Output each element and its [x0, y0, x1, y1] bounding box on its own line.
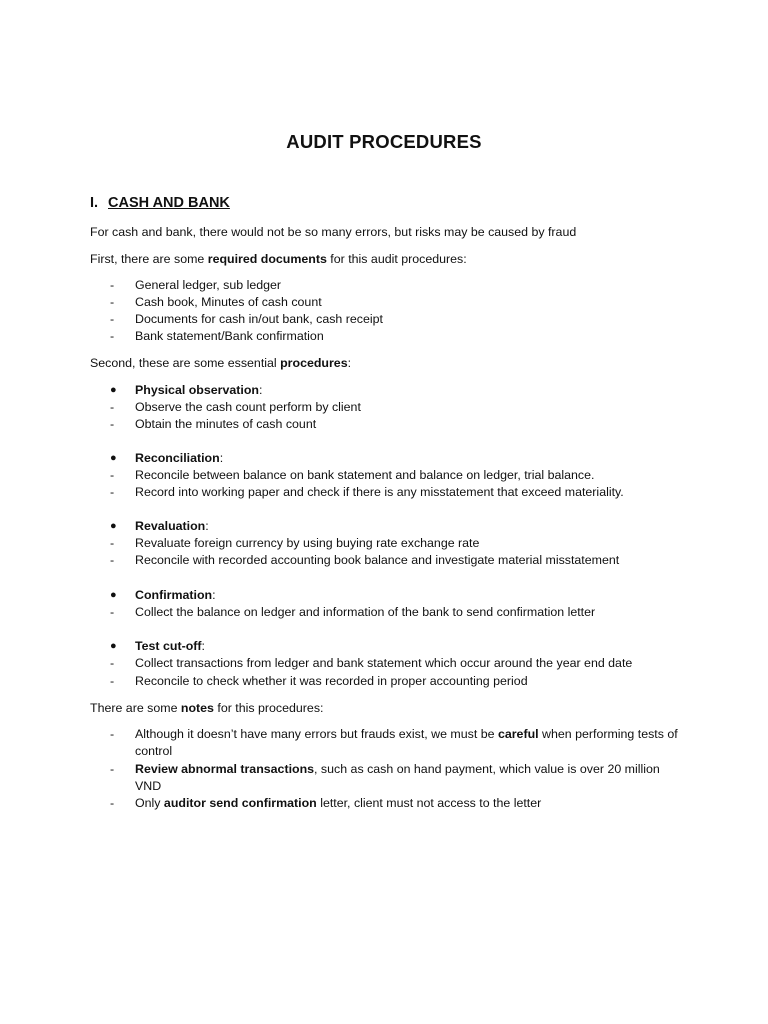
page-title: AUDIT PROCEDURES [286, 131, 482, 152]
section-heading [90, 194, 230, 212]
procedure-heading: ● Reconciliation: [110, 451, 224, 465]
note-item: - Only auditor send confirmation letter, client must not access to the letter [110, 796, 542, 810]
bullet-icon: ● [110, 520, 117, 532]
dash-marker: - [110, 468, 115, 482]
section-number: I. [90, 195, 99, 211]
note-item: - Although it doesn’t have many errors but frauds exist, we must be careful when performing tests of control [110, 727, 678, 758]
document-list-item: - Documents for cash in/out bank, cash receipt [110, 312, 383, 326]
procedure-heading: ● Physical observation: [110, 383, 263, 397]
dash-marker: - [110, 295, 115, 309]
procedure-heading: ● Confirmation: [110, 588, 216, 602]
bullet-icon: ● [110, 640, 117, 652]
procedure-step: - Obtain the minutes of cash count [110, 417, 317, 431]
intro-paragraph: For cash and bank, there would not be so many errors, but risks may be caused by fraud [90, 225, 577, 239]
procedure-step: - Revaluate foreign currency by using buying rate exchange rate [110, 536, 480, 550]
procedures-intro: Second, these are some essential procedures: [90, 356, 352, 370]
procedure-step: - Observe the cash count perform by client [110, 400, 361, 414]
dash-marker: - [110, 312, 115, 326]
procedure-step: - Reconcile with recorded accounting book balance and investigate material misstatement [110, 553, 620, 567]
dash-marker: - [110, 536, 115, 550]
procedure-heading: ● Test cut-off: [110, 639, 205, 653]
dash-marker: - [110, 605, 115, 619]
dash-marker: - [110, 485, 115, 499]
dash-marker: - [110, 796, 115, 810]
document-list-item: - General ledger, sub ledger [110, 278, 282, 292]
dash-marker: - [110, 674, 115, 688]
note-item: - Review abnormal transactions, such as cash on hand payment, which value is over 20 million VND [110, 762, 660, 793]
procedure-step: - Reconcile to check whether it was recorded in proper accounting period [110, 674, 528, 688]
bullet-icon: ● [110, 589, 117, 601]
dash-marker: - [110, 656, 115, 670]
section-title: CASH AND BANK [108, 195, 230, 211]
notes-intro: There are some notes for this procedures: [90, 701, 324, 715]
dash-marker: - [110, 553, 115, 567]
procedure-step: - Reconcile between balance on bank statement and balance on ledger, trial balance. [110, 468, 595, 482]
procedure-step: - Record into working paper and check if there is any misstatement that exceed materiality. [110, 485, 624, 499]
dash-marker: - [110, 400, 115, 414]
document-list-item: - Bank statement/Bank confirmation [110, 329, 324, 343]
document-list-item: - Cash book, Minutes of cash count [110, 295, 322, 309]
dash-marker: - [110, 727, 115, 741]
bullet-icon: ● [110, 384, 117, 396]
dash-marker: - [110, 417, 115, 431]
procedure-step: - Collect the balance on ledger and information of the bank to send confirmation letter [110, 605, 596, 619]
dash-marker: - [110, 329, 115, 343]
dash-marker: - [110, 762, 115, 776]
procedure-step: - Collect transactions from ledger and bank statement which occur around the year end date [110, 656, 633, 670]
dash-marker: - [110, 278, 115, 292]
procedure-heading: ● Revaluation: [110, 519, 209, 533]
documents-intro: First, there are some required documents for this audit procedures: [90, 252, 467, 266]
bullet-icon: ● [110, 452, 117, 464]
